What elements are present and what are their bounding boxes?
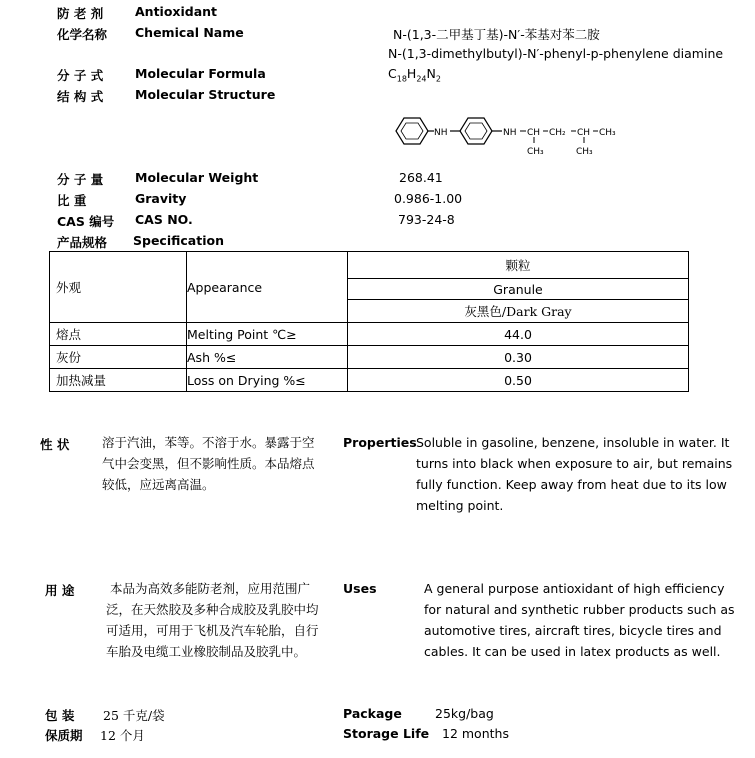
molecular-formula-value: $C_{18}H_{24}N_2$ — [388, 66, 441, 84]
package-value-cn: 25 千克/袋 — [103, 708, 165, 723]
benzene-ring-2-inner — [465, 123, 487, 139]
appearance-value-en: Granule — [348, 279, 689, 300]
ch3-group-a: CH₃ — [527, 147, 544, 157]
properties-label-cn: 性 状 — [40, 437, 70, 452]
chemical-name-label-cn: 化学名称 — [57, 27, 108, 42]
molecular-structure-diagram — [390, 110, 630, 162]
uses-text-cn: 本品为高效多能防老剂，应用范围广 泛，在天然胶及多种合成胶及乳胶中均 可适用，可用于飞机及汽车轮胎，自行 车胎及电缆工业橡胶制品及胶乳中。 — [106, 581, 319, 659]
ch-group: CH — [527, 128, 541, 138]
molecular-structure-label-en: Molecular Structure — [135, 87, 276, 102]
ch2-group: CH₂ — [549, 128, 566, 138]
molecular-weight-value: 268.41 — [399, 170, 443, 185]
melting-point-cn: 熔点 — [50, 323, 187, 346]
molecular-structure-label-cn: 结 构 式 — [57, 89, 104, 104]
ch3-end-group: CH₃ — [599, 128, 616, 138]
ash-value: 0.30 — [348, 346, 689, 369]
uses-label-en: Uses — [343, 581, 377, 596]
ash-cn: 灰份 — [50, 346, 187, 369]
nh-group-2: NH — [503, 128, 517, 138]
uses-label-cn: 用 途 — [45, 583, 75, 598]
specification-table — [49, 251, 689, 392]
cas-label-cn: CAS 编号 — [57, 214, 115, 229]
table-row — [50, 346, 689, 369]
uses-text-en: A general purpose antioxidant of high efficiency for natural and synthetic rubber products such as automotive tires, aircraft tires, bicycle tires and cables. It can be used in latex products as well. — [424, 581, 735, 659]
table-row — [50, 323, 689, 346]
loss-on-drying-en: Loss on Drying %≤ — [187, 369, 348, 392]
chemical-name-label-en: Chemical Name — [135, 25, 244, 40]
properties-text-cn: 溶于汽油，苯等。不溶于水。暴露于空 气中会变黑，但不影响性质。本品熔点 较低，应远离高温。 — [102, 435, 315, 492]
table-row-appearance — [50, 252, 689, 279]
chemical-name-value-en: N-(1,3-dimethylbutyl)-N′-phenyl-p-phenylene diamine — [388, 46, 724, 61]
loss-on-drying-cn: 加热减量 — [50, 369, 187, 392]
molecular-formula-label-cn: 分 子 式 — [57, 68, 104, 83]
antioxidant-label-en: Antioxidant — [135, 4, 218, 19]
benzene-ring-1-inner — [401, 123, 423, 139]
package-label-cn: 包 装 — [45, 708, 75, 723]
gravity-value: 0.986-1.00 — [394, 191, 463, 206]
specification-label-en: Specification — [133, 233, 224, 248]
antioxidant-label-cn: 防 老 剂 — [57, 6, 104, 21]
melting-point-value: 44.0 — [348, 323, 689, 346]
chemical-name-value-cn: N-(1,3-二甲基丁基)-N′-苯基对苯二胺 — [393, 27, 600, 42]
gravity-label-en: Gravity — [135, 191, 187, 206]
appearance-cn: 外观 — [50, 252, 187, 323]
table-row — [50, 369, 689, 392]
loss-on-drying-value: 0.50 — [348, 369, 689, 392]
molecular-weight-label-en: Molecular Weight — [135, 170, 259, 185]
storage-value-cn: 12 个月 — [100, 728, 145, 743]
package-label-en: Package — [343, 706, 402, 721]
appearance-value-cn: 颗粒 — [348, 252, 689, 279]
specification-label-cn: 产品规格 — [57, 235, 108, 250]
storage-value-en: 12 months — [442, 726, 509, 741]
molecular-formula-label-en: Molecular Formula — [135, 66, 266, 81]
appearance-value-color: 灰黑色/Dark Gray — [348, 300, 689, 323]
molecular-weight-label-cn: 分 子 量 — [57, 172, 104, 187]
package-value-en: 25kg/bag — [435, 706, 494, 721]
ash-en: Ash %≤ — [187, 346, 348, 369]
ch-group-b: CH — [577, 128, 591, 138]
cas-value: 793-24-8 — [398, 212, 455, 227]
properties-label-en: Properties — [343, 435, 417, 450]
appearance-en: Appearance — [187, 252, 348, 323]
melting-point-en: Melting Point ℃≥ — [187, 323, 348, 346]
storage-label-en: Storage Life — [343, 726, 430, 741]
ch3-group-b: CH₃ — [576, 147, 593, 157]
cas-label-en: CAS NO. — [135, 212, 193, 227]
nh-group-1: NH — [434, 128, 448, 138]
storage-label-cn: 保质期 — [45, 728, 83, 743]
gravity-label-cn: 比 重 — [57, 193, 87, 208]
properties-text-en: Soluble in gasoline, benzene, insoluble in water. It turns into black when exposure to air, but remains fully function. Keep away from heat due to its low melting point. — [416, 435, 733, 513]
